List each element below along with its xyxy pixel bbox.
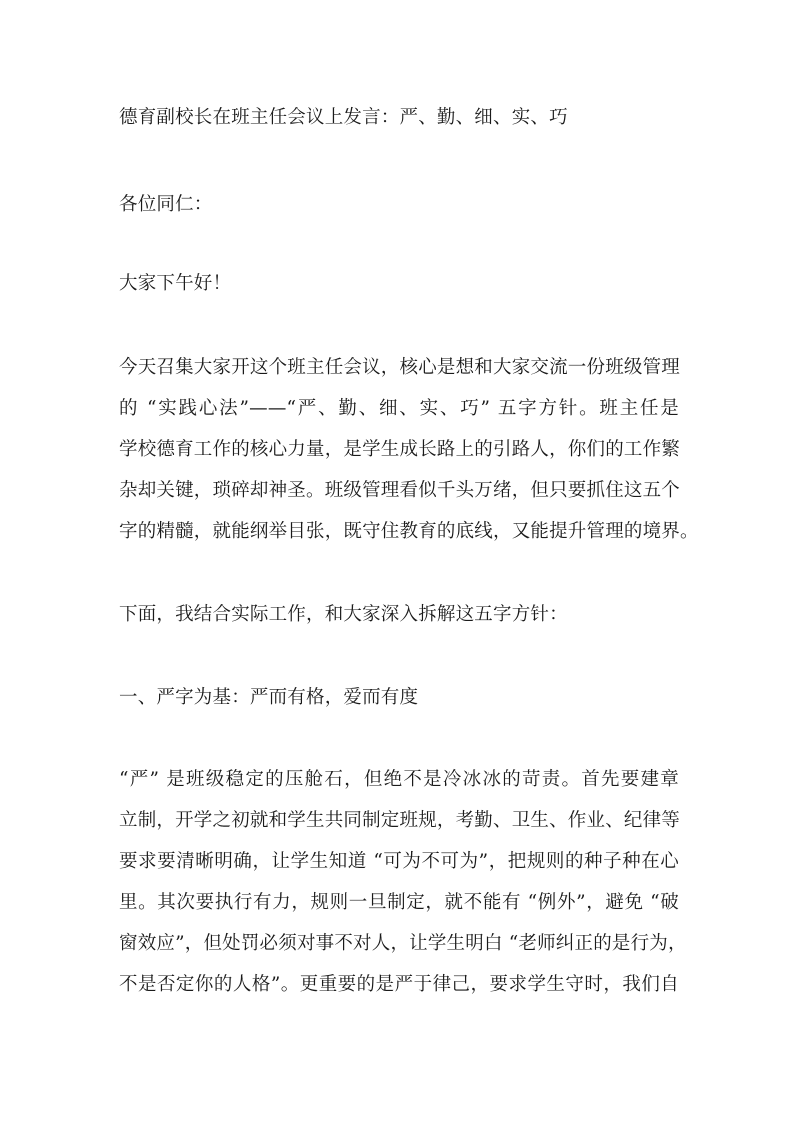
- intro-paragraph: [119, 347, 699, 552]
- section-1-heading: 一、严字为基：严而有格，爱而有度: [119, 687, 419, 708]
- section-1-line: 立制，开学之初就和学生共同制定班规，考勤、卫生、作业、纪律等: [119, 810, 681, 831]
- intro-line: 字的精髓，就能纲举目张，既守住教育的底线，又能提升管理的境界。: [119, 521, 699, 542]
- salutation: 各位同仁：: [119, 194, 213, 215]
- greeting: 大家下午好！: [119, 273, 232, 294]
- section-1-line: 不是否定你的人格”。更重要的是严于律己，要求学生守时，我们自: [119, 974, 679, 995]
- document-title: 德育副校长在班主任会议上发言：严、勤、细、实、巧: [119, 107, 568, 128]
- intro-line: 的 “实践心法”——“严、勤、细、实、巧” 五字方针。班主任是: [119, 398, 679, 419]
- transition-text: 下面，我结合实际工作，和大家深入拆解这五字方针：: [119, 604, 568, 625]
- intro-line: 学校德育工作的核心力量，是学生成长路上的引路人，你们的工作繁: [119, 439, 681, 460]
- section-1-line: 要求要清晰明确，让学生知道 “可为不可为”，把规则的种子种在心: [119, 851, 679, 872]
- section-1-paragraph: [119, 759, 687, 1005]
- section-1-line: 里。其次要执行有力，规则一旦制定，就不能有 “例外”，避免 “破: [119, 892, 679, 913]
- intro-line: 今天召集大家开这个班主任会议，核心是想和大家交流一份班级管理: [119, 357, 681, 378]
- section-1-line: “严” 是班级稳定的压舱石，但绝不是冷冰冰的苛责。首先要建章: [119, 769, 679, 790]
- section-1-line: 窗效应”，但处罚必须对事不对人，让学生明白 “老师纠正的是行为，: [119, 933, 687, 954]
- intro-line: 杂却关键，琐碎却神圣。班级管理看似千头万绪，但只要抓住这五个: [119, 480, 681, 501]
